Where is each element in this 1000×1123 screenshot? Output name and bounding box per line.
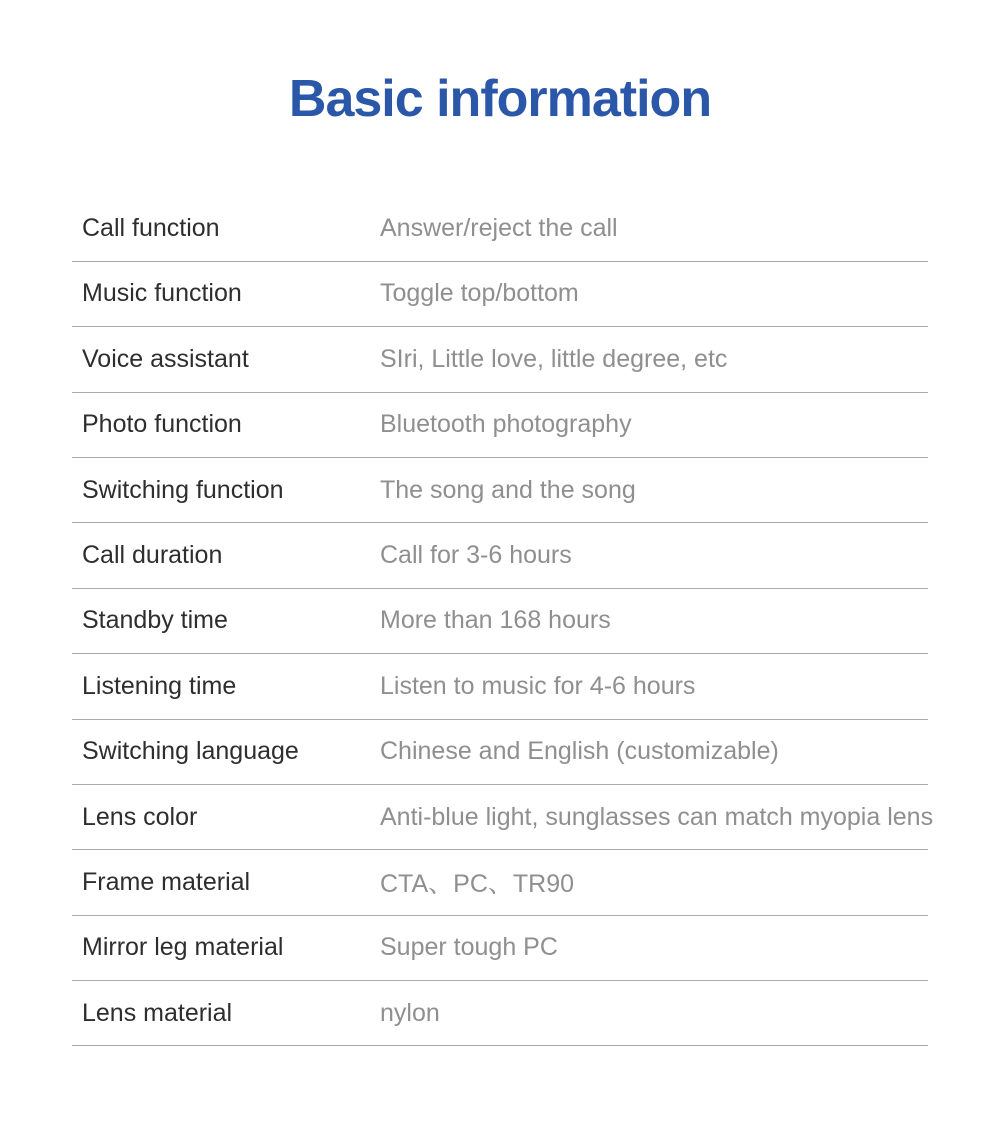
table-row	[72, 589, 928, 654]
spec-label: Voice assistant	[82, 344, 249, 373]
spec-value: CTA、PC、TR90	[380, 870, 575, 899]
spec-table	[72, 196, 934, 1046]
spec-label: Lens material	[82, 998, 233, 1027]
spec-label: Music function	[82, 279, 242, 308]
table-row	[72, 916, 928, 981]
table-row	[72, 981, 928, 1046]
spec-label: Switching language	[82, 737, 299, 766]
table-row	[72, 785, 934, 850]
spec-value: Answer/reject the call	[380, 214, 618, 243]
table-row	[72, 262, 928, 327]
spec-label: Switching function	[82, 475, 284, 504]
spec-label: Photo function	[82, 410, 242, 439]
spec-label: Lens color	[82, 802, 198, 831]
table-row	[72, 327, 928, 392]
spec-label: Standby time	[82, 606, 228, 635]
spec-value: Bluetooth photography	[380, 410, 632, 439]
spec-value: More than 168 hours	[380, 606, 611, 635]
spec-value: Listen to music for 4-6 hours	[380, 671, 696, 700]
spec-label: Call duration	[82, 541, 223, 570]
table-row	[72, 196, 928, 261]
table-row	[72, 720, 928, 785]
table-row	[72, 850, 928, 915]
page-title: Basic information	[288, 70, 712, 128]
spec-label: Listening time	[82, 671, 237, 700]
spec-label: Call function	[82, 214, 220, 243]
spec-value: Toggle top/bottom	[380, 279, 579, 308]
spec-value: Anti-blue light, sunglasses can match myopia lens	[380, 802, 934, 831]
spec-value: nylon	[380, 998, 440, 1027]
spec-label: Mirror leg material	[82, 933, 284, 962]
table-row	[72, 654, 928, 719]
table-row	[72, 393, 928, 458]
spec-value: The song and the song	[380, 475, 636, 504]
spec-label: Frame material	[82, 867, 251, 896]
spec-value: Call for 3-6 hours	[380, 541, 572, 570]
table-row	[72, 523, 928, 588]
spec-value: Super tough PC	[380, 933, 558, 962]
table-row	[72, 458, 928, 523]
spec-value: SIri, Little love, little degree, etc	[380, 344, 728, 373]
spec-value: Chinese and English (customizable)	[380, 737, 779, 766]
